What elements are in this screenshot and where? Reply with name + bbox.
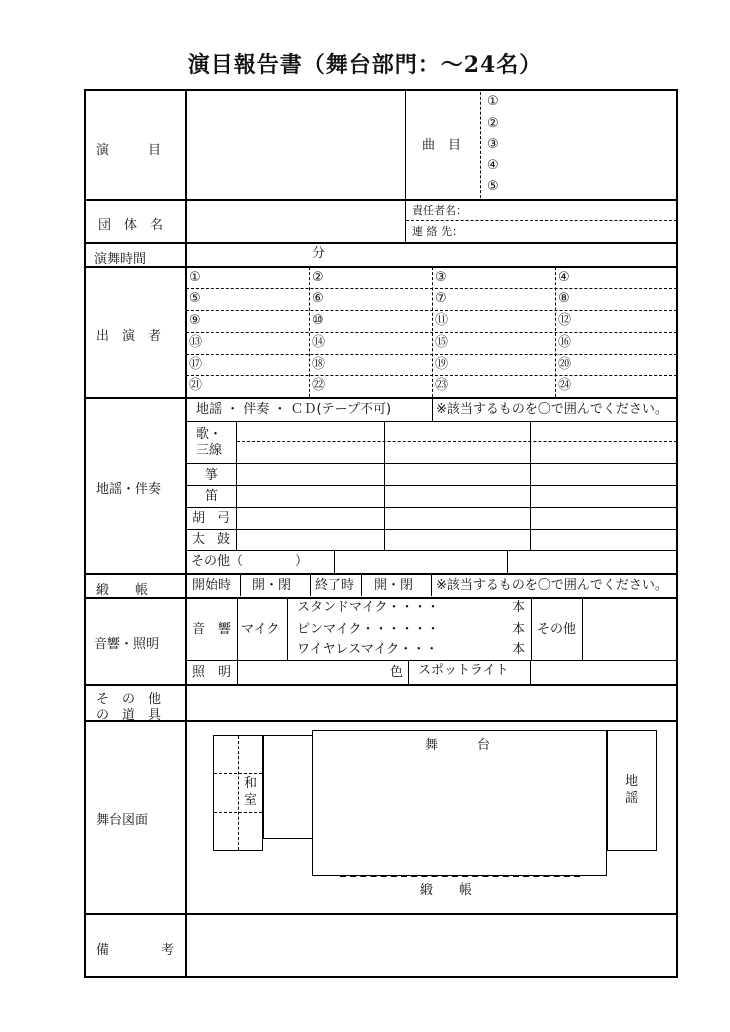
iro-label: 色 [390, 665, 404, 680]
wireless-mic-label: ワイヤレスマイク・・・ [297, 642, 439, 657]
dantai-label: 団 体 名 [98, 218, 164, 233]
start-label: 開始時 [192, 578, 232, 593]
shutsuen-label: 出 演 者 [96, 329, 162, 344]
performer-number: ⑦ [435, 291, 447, 306]
performer-number: ⑪ [435, 313, 449, 328]
row-line [186, 529, 677, 530]
jiutai-v-label-1: 地 [625, 774, 639, 789]
performer-number: ⑤ [189, 291, 201, 306]
mic-label: マイク [241, 622, 280, 637]
cell-divider [287, 598, 288, 660]
song-number: ③ [487, 137, 499, 152]
dantai-field[interactable] [186, 200, 404, 241]
performer-number: ⑮ [435, 335, 449, 350]
performer-number: ① [189, 270, 201, 285]
performer-number: ⑥ [312, 291, 324, 306]
performer-number: ② [312, 270, 324, 285]
kokyu-label: 胡弓 [192, 511, 243, 526]
performer-number: ㉒ [312, 378, 326, 393]
enmoku-divider [405, 90, 406, 200]
dotted-line [186, 288, 677, 289]
enmoku-field[interactable] [186, 92, 404, 198]
uta-label-1: 歌・ [196, 427, 223, 442]
performer-number: ⑱ [312, 357, 326, 372]
shomei-label: 照 明 [192, 665, 232, 680]
row-line [186, 421, 677, 422]
renraku-label: 連 絡 先： [412, 225, 463, 238]
start-open-close[interactable]: 開・閉 [252, 578, 292, 593]
song-dotted-divider [480, 92, 481, 198]
other-props-field[interactable] [190, 686, 676, 719]
side-block [263, 735, 313, 839]
row-line [85, 242, 677, 244]
donchou-bottom-label: 緞 帳 [420, 883, 473, 898]
other-props-label-1: そ の 他 [96, 692, 162, 707]
donchou-label: 緞 帳 [96, 583, 149, 598]
taiko-label: 太鼓 [192, 532, 243, 547]
song-number: ② [487, 116, 499, 131]
dotted-line [238, 736, 239, 850]
cell-divider [530, 661, 531, 684]
dotted-line [186, 310, 677, 311]
pin-mic-label: ピンマイク・・・・・・ [297, 622, 440, 637]
washitsu-label-1: 和 [244, 776, 258, 791]
page-title: 演目報告書（舞台部門：～24名） [187, 52, 543, 78]
cell-divider [531, 598, 532, 660]
washitsu-label-2: 室 [244, 793, 258, 808]
song-number: ⑤ [487, 179, 499, 194]
stand-mic-unit: 本 [512, 600, 526, 615]
jiutai-options[interactable]: 地謡 ・ 伴奏 ・ ＣＤ(テープ不可) [196, 402, 392, 417]
jikan-field[interactable] [186, 243, 306, 265]
fue-label: 笛 [205, 489, 219, 504]
biko-label: 備 考 [96, 943, 175, 958]
row-line [85, 597, 677, 599]
performer-number: ⑯ [558, 335, 572, 350]
dotted-line [186, 332, 677, 333]
cell-divider [240, 574, 241, 596]
stage-diagram-label: 舞台図面 [96, 813, 149, 828]
wireless-mic-unit: 本 [512, 642, 526, 657]
end-open-close[interactable]: 開・閉 [374, 578, 414, 593]
cell-divider [432, 398, 433, 422]
kyokumoku-label: 曲 目 [422, 138, 462, 153]
row-line [186, 485, 677, 486]
cell-divider [582, 598, 583, 660]
dotted-line [186, 354, 677, 355]
cell-divider [431, 574, 432, 596]
fun-label: 分 [312, 246, 326, 261]
performer-number: ⑳ [558, 357, 572, 372]
cell-divider [334, 551, 335, 573]
cell-divider [310, 574, 311, 596]
dotted-line [406, 220, 677, 221]
dotted-line [214, 812, 262, 813]
performer-number: ㉔ [558, 378, 572, 393]
spotlight-label[interactable]: スポットライト [418, 663, 509, 678]
enmoku-label: 演 目 [96, 143, 162, 158]
onkyo-label: 音 響 [192, 622, 232, 637]
row-line [85, 720, 677, 722]
row-line [85, 266, 677, 268]
performer-number: ⑩ [312, 313, 324, 328]
row-line [186, 507, 677, 508]
pin-mic-unit: 本 [512, 622, 526, 637]
uta-label-2: 三線 [196, 443, 223, 458]
performer-number: ㉓ [435, 378, 449, 393]
other-props-label-2: の 道 具 [96, 708, 162, 723]
stand-mic-label: スタンドマイク・・・・ [297, 600, 440, 615]
biko-field[interactable] [190, 915, 676, 976]
koto-label: 箏 [205, 468, 219, 483]
performer-number: ⑧ [558, 291, 570, 306]
performer-number: ⑭ [312, 335, 326, 350]
dotted-line [237, 441, 677, 442]
butai-label: 舞 台 [425, 738, 491, 753]
dotted-line [186, 375, 677, 376]
sonota-label: その他 [537, 622, 577, 637]
jiutai-v-label-2: 謡 [625, 791, 639, 806]
performer-number: ⑰ [189, 357, 203, 372]
performer-number: ⑫ [558, 313, 572, 328]
performer-number: ⑨ [189, 313, 201, 328]
cell-divider [237, 598, 238, 684]
circle-note-2: ※該当するものを〇で囲んでください。 [436, 578, 668, 593]
sonota-paren[interactable]: その他（ ） [191, 554, 309, 569]
performer-number: ⑲ [435, 357, 449, 372]
jiutai-label: 地謡・伴奏 [96, 482, 162, 497]
performer-number: ⑬ [189, 335, 203, 350]
performer-number: ㉑ [189, 378, 203, 393]
row-line [186, 550, 677, 551]
performer-number: ④ [558, 270, 570, 285]
donchou-line [340, 875, 580, 877]
cell-divider [361, 574, 362, 596]
song-number: ① [487, 94, 499, 109]
jikan-label: 演舞時間 [94, 252, 147, 267]
onkyo-shomei-label: 音響・照明 [94, 637, 160, 652]
row-line [85, 573, 677, 575]
end-label: 終了時 [315, 578, 355, 593]
cell-divider [408, 661, 409, 684]
cell-divider [507, 551, 508, 573]
circle-note: ※該当するものを〇で囲んでください。 [436, 402, 668, 417]
dotted-line [214, 773, 262, 774]
performer-number: ③ [435, 270, 447, 285]
row-line [186, 660, 677, 661]
sekinin-label: 責任者名： [412, 204, 467, 217]
song-number: ④ [487, 158, 499, 173]
row-line [186, 463, 677, 464]
row-line [85, 397, 677, 399]
